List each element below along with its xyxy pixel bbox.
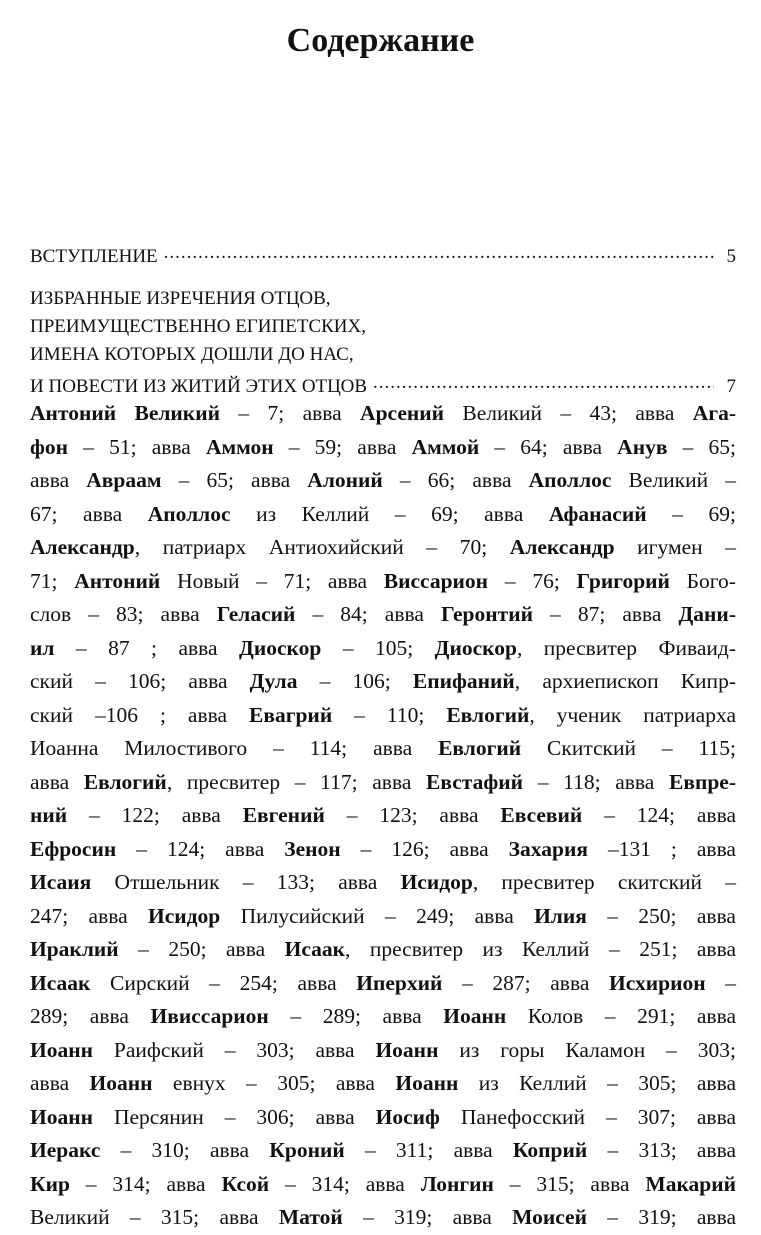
index-text: – 84; авва bbox=[295, 602, 441, 626]
index-text: авва bbox=[30, 468, 87, 492]
index-line bbox=[30, 833, 736, 867]
father-name[interactable]: Ивиссарион bbox=[150, 1004, 269, 1028]
index-text: – 51; авва bbox=[68, 434, 206, 459]
index-text: авва bbox=[30, 769, 84, 794]
father-name[interactable]: Аммой bbox=[411, 434, 480, 459]
index-line bbox=[30, 766, 736, 800]
father-name[interactable]: Кроний bbox=[269, 1138, 345, 1162]
index-text: – 314; авва bbox=[269, 1171, 421, 1196]
index-text: – 76; bbox=[488, 568, 577, 593]
toc-entry-introduction[interactable] bbox=[30, 242, 736, 268]
father-name[interactable]: Дула bbox=[249, 669, 298, 693]
father-name[interactable]: ил bbox=[30, 635, 55, 660]
father-name[interactable]: Илия bbox=[534, 903, 587, 928]
index-line bbox=[30, 598, 736, 632]
father-name[interactable]: Иоанн bbox=[395, 1071, 459, 1095]
father-name[interactable]: Исаак bbox=[30, 970, 91, 995]
father-name[interactable]: Аполлос bbox=[147, 501, 231, 526]
index-text: , пресвитер Фиваид- bbox=[516, 635, 736, 660]
father-name[interactable]: Ксой bbox=[221, 1171, 270, 1196]
toc-entry-sayings[interactable] bbox=[30, 285, 736, 401]
index-text: – 319; авва bbox=[342, 1205, 513, 1229]
index-line bbox=[30, 665, 736, 699]
index-text: – 315; авва bbox=[493, 1171, 646, 1196]
index-line bbox=[30, 1000, 736, 1034]
father-name[interactable]: Антоний bbox=[74, 568, 161, 593]
father-name[interactable]: Ага- bbox=[692, 401, 736, 425]
index-text: , пресвитер – 117; авва bbox=[166, 769, 427, 794]
father-name[interactable]: Аммон bbox=[205, 434, 274, 459]
father-name[interactable]: Арсений bbox=[360, 401, 445, 425]
index-text: – 314; авва bbox=[69, 1171, 222, 1196]
index-text: – 311; авва bbox=[344, 1138, 513, 1162]
dot-leader bbox=[164, 242, 714, 264]
index-line bbox=[30, 699, 736, 733]
father-name[interactable]: Исаак bbox=[284, 937, 346, 961]
index-text: – 65; авва bbox=[161, 468, 308, 492]
index-line bbox=[30, 866, 736, 900]
father-name[interactable]: фон bbox=[30, 434, 69, 459]
father-name[interactable]: Евагрий bbox=[249, 702, 333, 727]
index-text: Иоанна Милостивого – 114; авва bbox=[30, 736, 439, 760]
index-text: из горы Каламон – 303; bbox=[438, 1037, 737, 1062]
father-name[interactable]: Дани- bbox=[678, 602, 736, 626]
index-text: – 59; авва bbox=[273, 434, 412, 459]
index-line bbox=[30, 900, 736, 934]
index-text: 71; bbox=[30, 568, 75, 593]
index-text: Колов – 291; авва bbox=[506, 1004, 736, 1028]
father-name[interactable]: Аполлос bbox=[528, 468, 612, 492]
index-text: 247; авва bbox=[30, 903, 148, 928]
index-line bbox=[30, 1134, 736, 1168]
father-name[interactable]: Епифаний bbox=[412, 669, 515, 693]
index-text: – 124; авва bbox=[582, 803, 736, 827]
index-text: , архиепископ Кипр- bbox=[514, 669, 736, 693]
father-name[interactable]: Коприй bbox=[512, 1138, 588, 1162]
index-text: Великий – 315; авва bbox=[30, 1205, 279, 1229]
father-name[interactable]: Исидор bbox=[400, 870, 473, 894]
father-name[interactable]: Евпре- bbox=[669, 769, 736, 794]
index-text: – 250; авва bbox=[586, 903, 736, 928]
father-name[interactable]: Иоанн bbox=[89, 1071, 153, 1095]
index-text: – 123; авва bbox=[324, 803, 501, 827]
index-text: Великий – 43; авва bbox=[444, 401, 693, 425]
father-name[interactable]: Диоскор bbox=[434, 635, 517, 660]
index-text: , пресвитер скитский – bbox=[472, 870, 737, 894]
father-name[interactable]: Захария bbox=[508, 836, 588, 861]
dot-leader bbox=[373, 369, 714, 397]
father-name[interactable]: Александр bbox=[30, 535, 135, 559]
father-name[interactable]: Исаия bbox=[30, 870, 92, 894]
index-text: Пилусийский – 249; авва bbox=[220, 903, 535, 928]
father-name[interactable]: Виссарион bbox=[383, 568, 489, 593]
toc-page-number: 7 bbox=[726, 376, 736, 397]
index-text: – 250; авва bbox=[118, 937, 285, 961]
index-text: , патриарх Антиохийский – 70; bbox=[134, 535, 510, 559]
toc-entry-title-line: ИМЕНА КОТОРЫХ ДОШЛИ ДО НАС, bbox=[30, 344, 354, 365]
index-text: – 69; bbox=[646, 501, 736, 526]
index-line bbox=[30, 933, 736, 967]
father-name[interactable]: Иосиф bbox=[375, 1104, 440, 1129]
index-text: Панефосский – 307; авва bbox=[439, 1104, 736, 1129]
father-name[interactable]: Иоанн bbox=[30, 1037, 93, 1062]
father-name[interactable]: Иеракс bbox=[30, 1138, 101, 1162]
index-text: , ученик патриарха bbox=[529, 702, 736, 727]
index-text: Раифский – 303; авва bbox=[93, 1037, 376, 1062]
index-text: – bbox=[705, 970, 736, 995]
index-text: Новый – 71; авва bbox=[160, 568, 384, 593]
father-name[interactable]: Антоний Великий bbox=[30, 401, 220, 425]
father-name[interactable]: Алоний bbox=[307, 468, 383, 492]
index-text: – 310; авва bbox=[100, 1138, 270, 1162]
toc-page-number: 5 bbox=[726, 246, 736, 267]
index-text: , пресвитер из Келлий – 251; авва bbox=[345, 937, 736, 961]
father-name[interactable]: Исидор bbox=[148, 903, 221, 928]
index-text: – 319; авва bbox=[587, 1205, 736, 1229]
index-text: евнух – 305; авва bbox=[152, 1071, 396, 1095]
index-line bbox=[30, 565, 736, 599]
index-text: 67; авва bbox=[30, 501, 148, 526]
fathers-index bbox=[30, 397, 736, 1235]
father-name[interactable]: Геронтий bbox=[440, 602, 533, 626]
index-text: – 289; авва bbox=[268, 1004, 444, 1028]
father-name[interactable]: Евлогий bbox=[83, 769, 167, 794]
father-name[interactable]: Ираклий bbox=[30, 937, 119, 961]
index-line bbox=[30, 464, 736, 498]
father-name[interactable]: Диоскор bbox=[239, 635, 322, 660]
index-text: ский – 106; авва bbox=[30, 669, 250, 693]
index-text: – 106; bbox=[297, 669, 413, 693]
index-text: Сирский – 254; авва bbox=[90, 970, 357, 995]
index-line bbox=[30, 1201, 736, 1235]
index-text: слов – 83; авва bbox=[30, 602, 217, 626]
index-text: – 64; авва bbox=[479, 434, 618, 459]
toc-entry-title-line: ПРЕИМУЩЕСТВЕННО ЕГИПЕТСКИХ, bbox=[30, 316, 366, 337]
index-line bbox=[30, 1067, 736, 1101]
index-line bbox=[30, 967, 736, 1001]
index-text: –131 ; авва bbox=[587, 836, 736, 861]
index-line bbox=[30, 531, 736, 565]
index-text: из Келлий – 69; авва bbox=[230, 501, 549, 526]
father-name[interactable]: Кир bbox=[30, 1171, 70, 1196]
index-text: из Келлий – 305; авва bbox=[458, 1071, 736, 1095]
father-name[interactable]: Иперхий bbox=[356, 970, 443, 995]
father-name[interactable]: Евсевий bbox=[500, 803, 583, 827]
index-text: Великий – bbox=[611, 468, 736, 492]
index-text: – 122; авва bbox=[67, 803, 243, 827]
index-text: – 7; авва bbox=[219, 401, 361, 425]
toc-entry-title-line: И ПОВЕСТИ ИЗ ЖИТИЙ ЭТИХ ОТЦОВ bbox=[30, 376, 368, 397]
father-name[interactable]: Иоанн bbox=[443, 1004, 507, 1028]
father-name[interactable]: Иоанн bbox=[30, 1104, 93, 1129]
index-text: авва bbox=[30, 1071, 90, 1095]
father-name[interactable]: ний bbox=[30, 803, 68, 827]
father-name[interactable]: Лонгин bbox=[420, 1171, 494, 1196]
father-name[interactable]: Афанасий bbox=[548, 501, 647, 526]
index-text: Отшельник – 133; авва bbox=[91, 870, 401, 894]
father-name[interactable]: Григорий bbox=[576, 568, 670, 593]
index-text: Персянин – 306; авва bbox=[93, 1104, 376, 1129]
toc-entry-title: ВСТУПЛЕНИЕ bbox=[30, 246, 158, 267]
index-line bbox=[30, 1101, 736, 1135]
index-line bbox=[30, 498, 736, 532]
father-name[interactable]: Евлогий bbox=[438, 736, 522, 760]
index-text: – 313; авва bbox=[587, 1138, 736, 1162]
father-name[interactable]: Моисей bbox=[512, 1205, 587, 1229]
index-text: – 287; авва bbox=[442, 970, 609, 995]
index-text: Скитский – 115; bbox=[521, 736, 736, 760]
father-name[interactable]: Исхирион bbox=[609, 970, 706, 995]
index-line bbox=[30, 632, 736, 666]
page-title: Содержание bbox=[286, 22, 475, 59]
index-line bbox=[30, 799, 736, 833]
index-line bbox=[30, 431, 736, 465]
father-name[interactable]: Авраам bbox=[86, 468, 162, 492]
index-line bbox=[30, 1168, 736, 1202]
father-name[interactable]: Макарий bbox=[645, 1171, 736, 1196]
father-name[interactable]: Ефросин bbox=[30, 836, 117, 861]
father-name[interactable]: Анув bbox=[617, 434, 668, 459]
index-text: – 105; bbox=[321, 635, 435, 660]
index-text: – 65; bbox=[667, 434, 736, 459]
father-name[interactable]: Александр bbox=[509, 535, 615, 559]
father-name[interactable]: Иоанн bbox=[375, 1037, 439, 1062]
father-name[interactable]: Евгений bbox=[242, 803, 325, 827]
index-text: – 124; авва bbox=[116, 836, 285, 861]
index-text: – 87; авва bbox=[532, 602, 679, 626]
father-name[interactable]: Евстафий bbox=[426, 769, 524, 794]
father-name[interactable]: Зенон bbox=[284, 836, 341, 861]
index-text: – 126; авва bbox=[340, 836, 509, 861]
index-text: Бого- bbox=[669, 568, 736, 593]
index-text: – 118; авва bbox=[523, 769, 669, 794]
index-text: – 66; авва bbox=[382, 468, 529, 492]
index-text: – 87 ; авва bbox=[54, 635, 240, 660]
index-text: ский –106 ; авва bbox=[30, 702, 250, 727]
index-text: – 110; bbox=[332, 702, 447, 727]
father-name[interactable]: Матой bbox=[278, 1205, 343, 1229]
father-name[interactable]: Евлогий bbox=[446, 702, 530, 727]
index-text: 289; авва bbox=[30, 1004, 151, 1028]
index-text: игумен – bbox=[614, 535, 736, 559]
father-name[interactable]: Геласий bbox=[216, 602, 296, 626]
index-line bbox=[30, 1034, 736, 1068]
index-line bbox=[30, 397, 736, 431]
toc-entry-title-line: ИЗБРАННЫЕ ИЗРЕЧЕНИЯ ОТЦОВ, bbox=[30, 288, 331, 309]
index-line bbox=[30, 732, 736, 766]
